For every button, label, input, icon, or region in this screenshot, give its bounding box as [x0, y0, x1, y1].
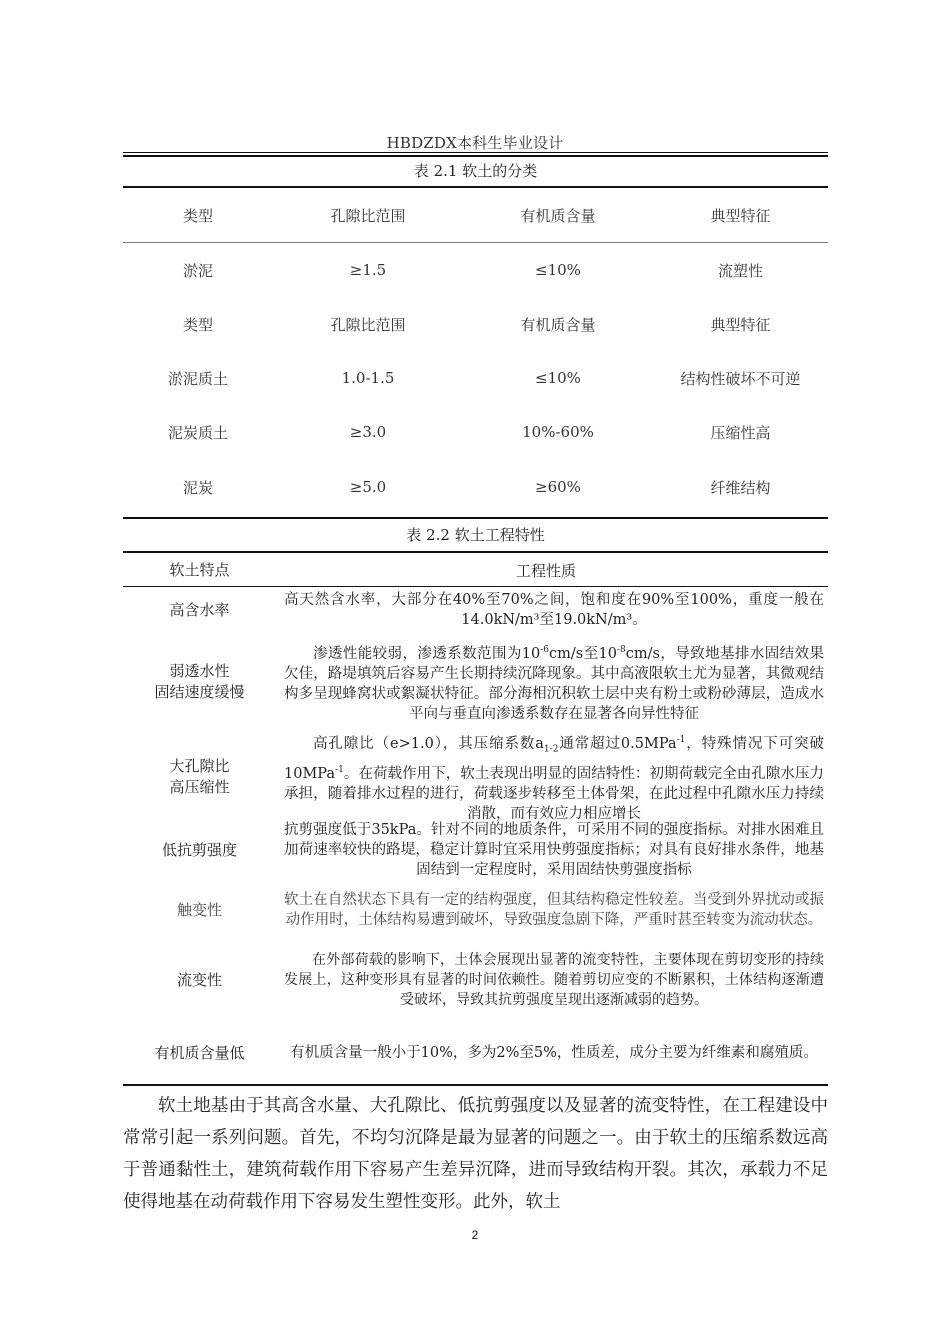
- table2-row: [123, 1030, 828, 1076]
- property-name: 流变性: [176, 970, 222, 989]
- property-name: 有机质含量低: [154, 1043, 245, 1062]
- table1-header-row: [123, 188, 828, 242]
- page-number: 2: [471, 1228, 479, 1242]
- table1-row: [123, 351, 828, 405]
- desc-text: 渗透性能较弱，渗透系数范围为10: [313, 645, 541, 662]
- property-description: 在外部荷载的影响下，土体会展现出显著的流变特性，主要体现在剪切变形的持续发展上，这种变形具有显著的时间依赖性。随着剪切应变的不断累积，土体结构逐渐遭受破坏，导致其抗剪强度呈现出逐渐减弱的趋势。: [284, 952, 824, 1008]
- table1-cell: ≥3.0: [349, 423, 387, 441]
- property-name: 触变性: [176, 900, 222, 919]
- table1-cell: ≥60%: [535, 478, 581, 496]
- table1-cell: 泥炭质土: [167, 423, 228, 442]
- header-rule-bottom: [123, 155, 828, 157]
- header-rule-top: [123, 152, 828, 153]
- table2-row: [123, 820, 828, 880]
- table1-cell: 泥炭: [182, 478, 213, 497]
- property-name: 高含水率: [169, 600, 230, 619]
- table1-cell: 有机质含量: [520, 315, 596, 334]
- table1-cell: 结构性破坏不可逆: [680, 369, 801, 388]
- table1-row: [123, 460, 828, 514]
- table1-row: [123, 243, 828, 297]
- superscript: -1: [335, 764, 344, 775]
- table1-cell: 10%-60%: [522, 423, 594, 441]
- table1-cell: 类型: [182, 206, 213, 225]
- property-name-line: 弱透水性: [169, 662, 230, 680]
- table1-cell: ≥1.5: [349, 261, 387, 279]
- property-name: [123, 756, 276, 798]
- property-description: [276, 730, 828, 824]
- table2-bottom-rule: [123, 1084, 828, 1086]
- property-description: 抗剪强度低于35kPa。针对不同的地质条件，可采用不同的强度指标。对排水困难且加荷速率较快的路堤，稳定计算时宜采用快剪强度指标；对具有良好排水条件，地基固结到一定程度时，采用固结快剪强度指标: [284, 822, 824, 878]
- subscript: 1-2: [543, 744, 559, 755]
- table2-row: [123, 734, 828, 820]
- table1-cell: ≤10%: [535, 369, 581, 387]
- property-description: 软土在自然状态下具有一定的结构强度，但其结构稳定性较差。当受到外界扰动或振动作用时，土体结构易遭到破坏，导致强度急剧下降，严重时甚至转变为流动状态。: [284, 892, 824, 928]
- table2-row: [123, 938, 828, 1022]
- property-name-line: 固结速度缓慢: [154, 683, 245, 701]
- property-description: [276, 640, 828, 724]
- table1-cell: 典型特征: [710, 315, 771, 334]
- table2-row: [123, 631, 828, 733]
- table1-cell: 流塑性: [717, 261, 763, 280]
- table1-bottom-rule: [123, 517, 828, 519]
- body-paragraph: 软土地基由于其高含水量、大孔隙比、低抗剪强度以及显著的流变特性，在工程建设中常常引起一系列问题。首先，不均匀沉降是最为显著的问题之一。由于软土的压缩系数远高于普通黏性土，建筑荷载作用下容易产生差异沉降，进而导致结构开裂。其次，承载力不足使得地基在动荷载作用下容易发生塑性变形。此外，软土: [123, 1096, 828, 1212]
- table1-cell: 孔隙比范围: [330, 206, 406, 225]
- table1-cell: 类型: [182, 315, 213, 334]
- property-description: 有机质含量一般小于10%，多为2%至5%，性质差，成分主要为纤维素和腐殖质。: [290, 1045, 818, 1061]
- table1-caption: 表 2.1 软土的分类: [413, 162, 538, 180]
- table1-cell: 压缩性高: [710, 423, 771, 442]
- table2-top-rule: [123, 551, 828, 553]
- table2-header-row: [123, 555, 828, 585]
- table2-header-cell: 工程性质: [515, 561, 576, 580]
- property-name: [123, 661, 276, 703]
- property-name-line: 大孔隙比: [169, 757, 230, 775]
- table1-cell: 淤泥: [182, 261, 213, 280]
- table2-header-rule: [123, 586, 828, 587]
- table1-cell: 孔隙比范围: [330, 315, 406, 334]
- desc-text: cm/s，导致地基排水固结效果欠佳，路堤填筑后容易产生长期持续沉降现象。其中高液限软土尤为显著，其微观结构多呈现蜂窝状或絮凝状特征。部分海相沉积软土层中夹有粉土或粉砂薄层，造成水平向与垂直向渗透系数存在显著各向异性特征: [284, 645, 824, 722]
- desc-text: 通常超过0.5MPa: [558, 736, 677, 753]
- table1-row: [123, 405, 828, 459]
- table1-cell: 1.0-1.5: [341, 369, 395, 387]
- property-name: 低抗剪强度: [161, 840, 237, 859]
- table1-cell: 淤泥质土: [167, 369, 228, 388]
- superscript: -1: [676, 735, 686, 746]
- table2-header-cell: 软土特点: [169, 560, 230, 579]
- table1-cell: 有机质含量: [520, 206, 596, 225]
- table1-cell: ≤10%: [535, 261, 581, 279]
- desc-text: 高孔隙比（e>1.0），其压缩系数a: [313, 736, 544, 753]
- desc-text: cm/s至10: [549, 645, 617, 662]
- table2-caption: 表 2.2 软土工程特性: [406, 526, 545, 544]
- table1-cell: 典型特征: [710, 206, 771, 225]
- table1-cell: ≥5.0: [349, 478, 387, 496]
- table1-row: [123, 297, 828, 351]
- table1-cell: 纤维结构: [710, 478, 771, 497]
- superscript: -6: [540, 645, 549, 656]
- property-name-line: 高压缩性: [169, 778, 230, 796]
- page-header: HBDZDX本科生毕业设计: [386, 134, 564, 152]
- property-description: 高天然含水率，大部分在40%至70%之间，饱和度在90%至100%，重度一般在14.0kN/m³至19.0kN/m³。: [284, 592, 824, 628]
- table2-row: [123, 880, 828, 940]
- desc-text: ，特殊情况下可突破10MPa: [284, 736, 824, 782]
- table2-row: [123, 589, 828, 631]
- desc-text: 。在荷载作用下，软土表现出明显的固结特性：初期荷载完全由孔隙水压力承担，随着排水过程的进行，荷载逐步转移至土体骨架，在此过程中孔隙水压力持续消散，而有效应力相应增长: [284, 765, 824, 822]
- superscript: -8: [616, 645, 626, 656]
